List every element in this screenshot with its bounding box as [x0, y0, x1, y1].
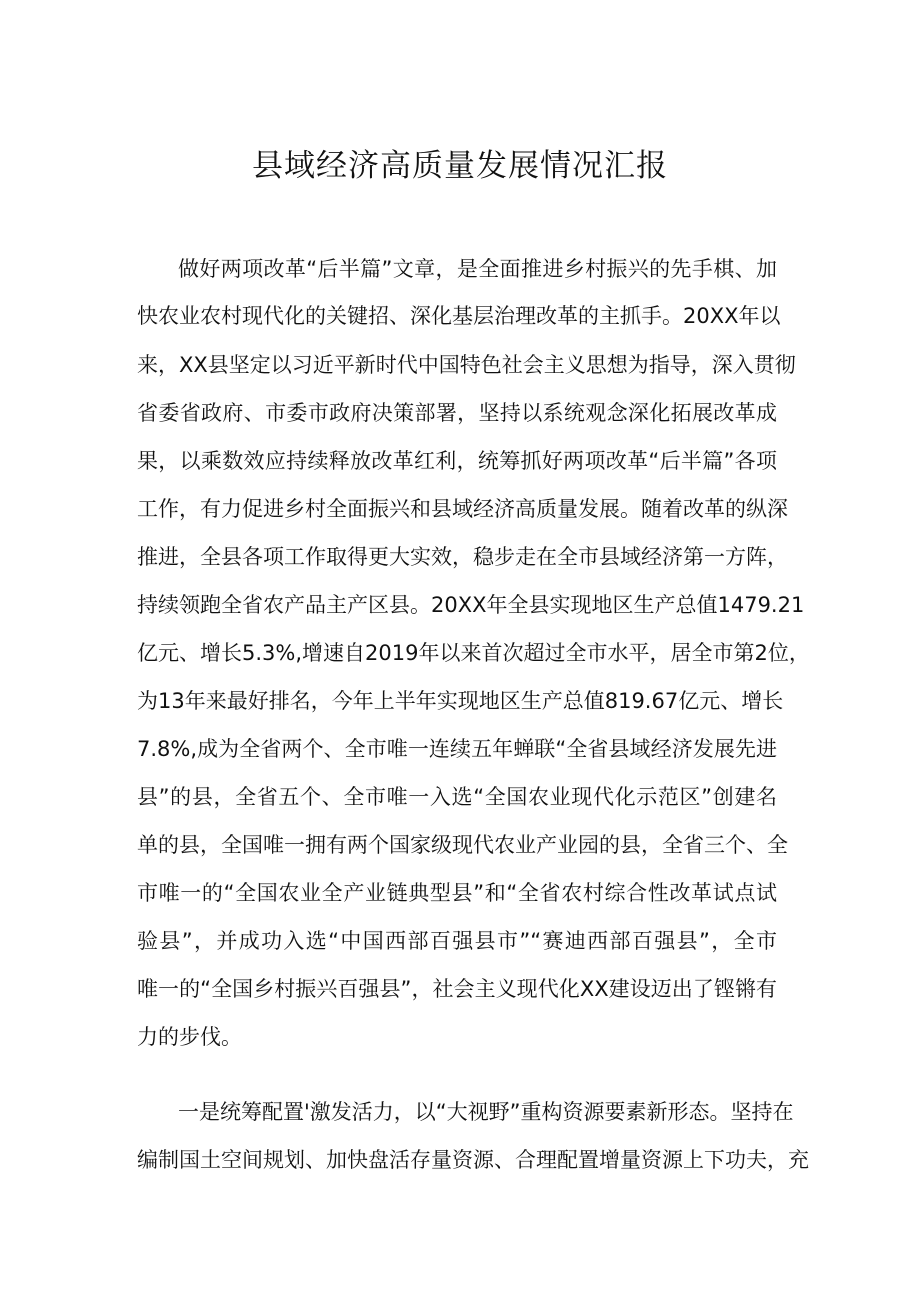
- paragraph-1-line-16: 唯一的“全国乡村振兴百强县”，社会主义现代化XX建设迈出了铿锵有: [137, 977, 777, 1001]
- paragraph-1-line-3: 来，XX县坚定以习近平新时代中国特色社会主义思想为指导，深入贯彻: [137, 353, 796, 377]
- paragraph-2-line-1: 一是统筹配置'激发活力，以“大视野”重构资源要素新形态。坚持在: [178, 1100, 794, 1124]
- paragraph-1-line-10: 为13年来最好排名，今年上半年实现地区生产总值819.67亿元、增长: [137, 689, 784, 713]
- paragraph-1-line-6: 工作，有力促进乡村全面振兴和县域经济高质量发展。随着改革的纵深: [137, 497, 788, 521]
- paragraph-1-line-9: 亿元、增长5.3%,增速自2019年以来首次超过全市水平，居全市第2位，: [137, 641, 810, 665]
- paragraph-2-line-2: 编制国土空间规划、加快盘活存量资源、合理配置增量资源上下功夫，充: [137, 1148, 809, 1172]
- paragraph-1-line-2: 快农业农村现代化的关键招、深化基层治理改革的主抓手。20XX年以: [137, 304, 781, 328]
- paragraph-1-line-13: 单的县，全国唯一拥有两个国家级现代农业产业园的县，全省三个、全: [137, 833, 788, 857]
- paragraph-1-line-12: 县”的县，全省五个、全市唯一入选“全国农业现代化示范区”创建名: [137, 785, 777, 809]
- paragraph-1-line-11: 7.8%,成为全省两个、全市唯一连续五年蝉联“全省县域经济发展先进: [137, 737, 777, 761]
- paragraph-1-line-7: 推进，全县各项工作取得更大实效，稳步走在全市县域经济第一方阵，: [137, 545, 788, 569]
- paragraph-1-line-5: 果，以乘数效应持续释放改革红利，统筹抓好两项改革“后半篇”各项: [137, 449, 777, 473]
- paragraph-1-line-14: 市唯一的“全国农业全产业链典型县”和“全省农村综合性改革试点试: [137, 881, 777, 905]
- paragraph-1-line-1: 做好两项改革“后半篇”文章，是全面推进乡村振兴的先手棋、加: [178, 257, 777, 281]
- paragraph-1-line-8: 持续领跑全省农产品主产区县。20XX年全县实现地区生产总值1479.21: [137, 593, 805, 617]
- paragraph-1-line-15: 验县”，并成功入选“中国西部百强县市”“赛迪西部百强县”，全市: [137, 929, 777, 953]
- document-title: 县域经济高质量发展情况汇报: [252, 148, 668, 184]
- paragraph-1-line-17: 力的步伐。: [137, 1025, 242, 1049]
- paragraph-1-line-4: 省委省政府、市委市政府决策部署，坚持以系统观念深化拓展改革成: [137, 401, 777, 425]
